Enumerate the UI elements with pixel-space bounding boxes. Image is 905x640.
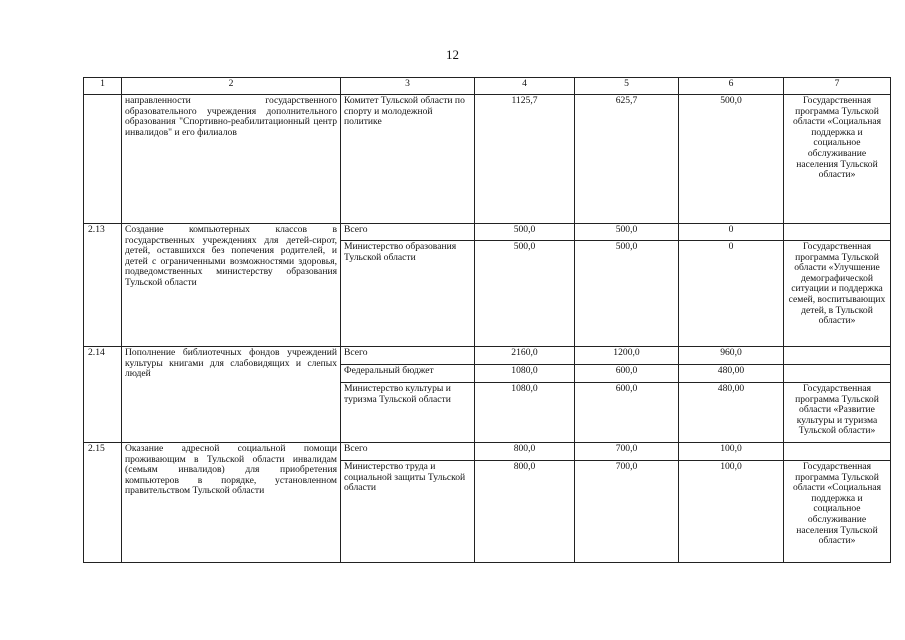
program: Государственная программа Тульской области «Улучшение демографической ситуации и поддержка семей, воспитывающих детей, в Тульской области» [784, 241, 891, 347]
row-number: 2.13 [84, 224, 122, 347]
value-col6: 0 [679, 224, 784, 241]
value-col6: 100,0 [679, 461, 784, 563]
measure-name: Оказание адресной социальной помощи проживающим в Тульской области инвалидам (семьям инвалидов) для приобретения компьютеров в порядке, установленном правительством Тульской области [122, 443, 341, 563]
executor: Всего [341, 224, 475, 241]
value-col4: 500,0 [475, 241, 575, 347]
value-col6: 480,00 [679, 365, 784, 383]
program: Государственная программа Тульской области «Социальная поддержка и социальное обслуживание населения Тульской области» [784, 461, 891, 563]
program [784, 443, 891, 461]
value-col4: 1080,0 [475, 365, 575, 383]
row-number [84, 95, 122, 224]
measure-name: направленности государственного образовательного учреждения дополнительного образования "Спортивно-реабилитационный центр инвалидов" и его филиалов [122, 95, 341, 224]
value-col6: 500,0 [679, 95, 784, 224]
header-cell: 2 [122, 78, 341, 95]
executor: Министерство культуры и туризма Тульской области [341, 383, 475, 443]
row-number: 2.15 [84, 443, 122, 563]
header-cell: 4 [475, 78, 575, 95]
program [784, 365, 891, 383]
value-col6: 480,00 [679, 383, 784, 443]
row-number: 2.14 [84, 347, 122, 443]
executor: Всего [341, 443, 475, 461]
value-col5: 500,0 [575, 224, 679, 241]
header-cell: 3 [341, 78, 475, 95]
executor: Министерство образования Тульской области [341, 241, 475, 347]
table-row [84, 347, 891, 365]
value-col5: 500,0 [575, 241, 679, 347]
value-col5: 700,0 [575, 461, 679, 563]
table-row [84, 443, 891, 461]
value-col5: 1200,0 [575, 347, 679, 365]
header-row [84, 78, 891, 95]
table-row [84, 224, 891, 241]
table-row [84, 95, 891, 224]
program [784, 224, 891, 241]
program [784, 347, 891, 365]
value-col5: 600,0 [575, 365, 679, 383]
executor: Всего [341, 347, 475, 365]
value-col4: 1125,7 [475, 95, 575, 224]
value-col6: 0 [679, 241, 784, 347]
program: Государственная программа Тульской области «Развитие культуры и туризма Тульской области» [784, 383, 891, 443]
value-col5: 600,0 [575, 383, 679, 443]
value-col6: 100,0 [679, 443, 784, 461]
header-cell: 5 [575, 78, 679, 95]
value-col6: 960,0 [679, 347, 784, 365]
measure-name: Создание компьютерных классов в государственных учреждениях для детей-сирот, детей, оставшихся без попечения родителей, и детей с ограниченными возможностями здоровья, подведомственных министерству образования Тульской области [122, 224, 341, 347]
header-cell: 1 [84, 78, 122, 95]
page-number: 12 [446, 47, 459, 62]
value-col4: 2160,0 [475, 347, 575, 365]
value-col5: 625,7 [575, 95, 679, 224]
header-cell: 7 [784, 78, 891, 95]
program-table [83, 77, 891, 563]
value-col5: 700,0 [575, 443, 679, 461]
header-cell: 6 [679, 78, 784, 95]
value-col4: 800,0 [475, 443, 575, 461]
executor: Федеральный бюджет [341, 365, 475, 383]
value-col4: 500,0 [475, 224, 575, 241]
executor: Комитет Тульской области по спорту и молодежной политике [341, 95, 475, 224]
value-col4: 1080,0 [475, 383, 575, 443]
measure-name: Пополнение библиотечных фондов учреждений культуры книгами для слабовидящих и слепых людей [122, 347, 341, 443]
value-col4: 800,0 [475, 461, 575, 563]
executor: Министерство труда и социальной защиты Тульской области [341, 461, 475, 563]
program: Государственная программа Тульской области «Социальная поддержка и социальное обслуживание населения Тульской области» [784, 95, 891, 224]
